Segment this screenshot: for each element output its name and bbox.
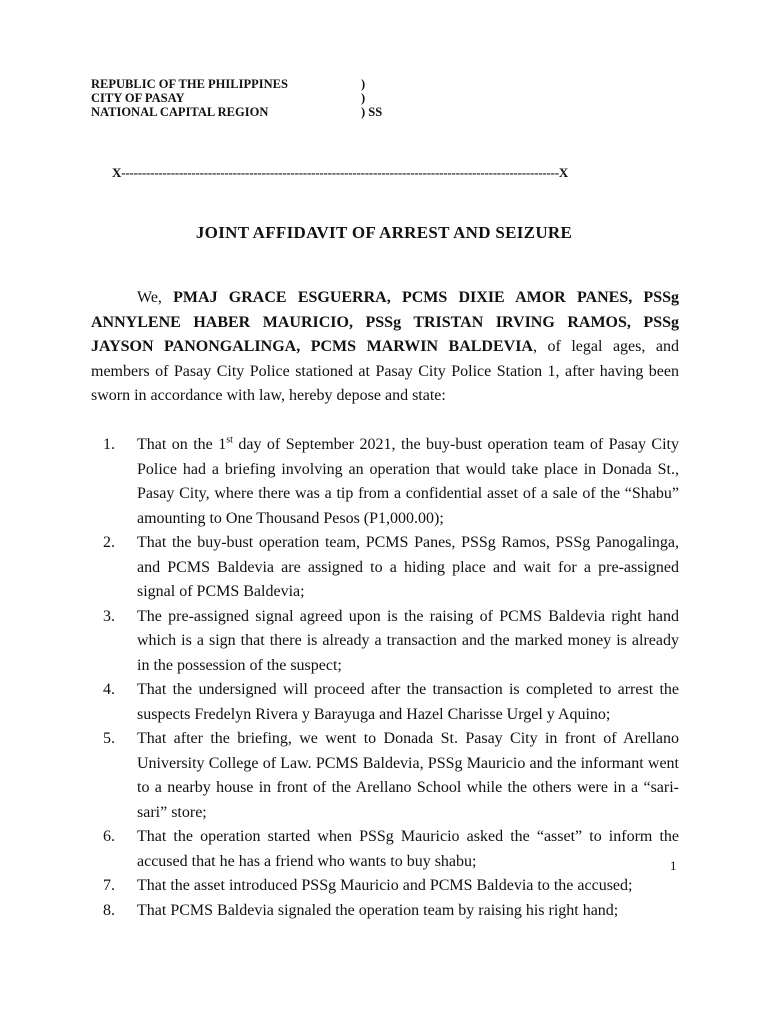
item-number: 7. bbox=[103, 877, 115, 894]
item-number: 1. bbox=[103, 436, 115, 453]
venue-country: REPUBLIC OF THE PHILIPPINES bbox=[91, 77, 288, 91]
item-text-end: day of September 2021, the buy-bust operation team of Pasay City Police had a briefing involving an operation that would take place in Donada St., Pasay City, where there was a tip from a confidential asset of a sale of the “Shabu” amounting to One Thousand Pesos (P1,000.00); bbox=[137, 436, 679, 527]
statement-list bbox=[103, 433, 679, 923]
venue-line bbox=[91, 105, 382, 119]
item-text: That the undersigned will proceed after the transaction is completed to arrest the suspects Fredelyn Rivera y Barayuga and Hazel Charisse Urgel y Aquino; bbox=[137, 681, 679, 723]
item-text: The pre-assigned signal agreed upon is the raising of PCMS Baldevia right hand which is a sign that there is already a transaction and the marked money is already in the possession of the suspect; bbox=[137, 607, 679, 674]
list-item bbox=[103, 899, 679, 924]
venue-region: NATIONAL CAPITAL REGION bbox=[91, 105, 269, 119]
item-text bbox=[137, 433, 679, 531]
venue-bracket: ) bbox=[361, 91, 366, 105]
item-number: 5. bbox=[103, 730, 115, 747]
item-number: 3. bbox=[103, 607, 115, 625]
list-item bbox=[103, 433, 679, 531]
item-text: That the operation started when PSSg Mauricio asked the “asset” to inform the accused that he has a friend who wants to buy shabu; bbox=[137, 828, 679, 870]
venue-line bbox=[91, 91, 382, 105]
list-item bbox=[103, 678, 679, 727]
item-number: 4. bbox=[103, 681, 115, 698]
item-number: 8. bbox=[103, 901, 115, 919]
affiant-names: PMAJ GRACE ESGUERRA, PCMS DIXIE AMOR PANES, PSSg ANNYLENE HABER MAURICIO, PSSg TRISTAN IRVING RAMOS, PSSg JAYSON PANONGALINGA, PCMS MARWIN BALDEVIA bbox=[91, 289, 680, 355]
item-number: 6. bbox=[103, 828, 115, 845]
item-text: That PCMS Baldevia signaled the operation team by raising his right hand; bbox=[137, 901, 619, 919]
document-title: JOINT AFFIDAVIT OF ARREST AND SEIZURE bbox=[195, 223, 573, 242]
list-item bbox=[103, 531, 679, 605]
list-item bbox=[103, 874, 679, 899]
list-item bbox=[103, 825, 679, 874]
item-text-start: That on the 1 bbox=[137, 436, 227, 453]
venue-ss: ) SS bbox=[361, 105, 383, 119]
intro-rest: , of legal ages, and members of Pasay City Police stationed at Pasay City Police Station 1, after having been sworn in accordance with law, hereby depose and state: bbox=[91, 338, 680, 404]
venue-block bbox=[91, 77, 382, 119]
venue-city: CITY OF PASAY bbox=[91, 91, 185, 105]
list-item bbox=[103, 605, 679, 679]
intro-we: We, bbox=[137, 289, 174, 306]
item-text: That the asset introduced PSSg Mauricio and PCMS Baldevia to the accused; bbox=[137, 877, 633, 894]
item-text: That after the briefing, we went to Donada St. Pasay City in front of Arellano University College of Law. PCMS Baldevia, PSSg Mauricio and the informant went to a nearby house in front of the Arellano School while the others were in a “sari-sari” store; bbox=[137, 730, 679, 821]
intro-paragraph bbox=[91, 286, 679, 409]
list-item bbox=[103, 727, 679, 825]
separator-line: X----------------------------------------------------------------------------------------------------------X bbox=[112, 165, 569, 180]
venue-bracket: ) bbox=[361, 77, 366, 91]
item-text: That the buy-bust operation team, PCMS Panes, PSSg Ramos, PSSg Panogalinga, and PCMS Baldevia are assigned to a hiding place and wait for a pre-assigned signal of PCMS Baldevia; bbox=[137, 534, 679, 600]
venue-line bbox=[91, 77, 382, 91]
page-number: 1 bbox=[670, 858, 677, 873]
ordinal-suffix: st bbox=[226, 434, 233, 446]
item-number: 2. bbox=[103, 534, 115, 551]
